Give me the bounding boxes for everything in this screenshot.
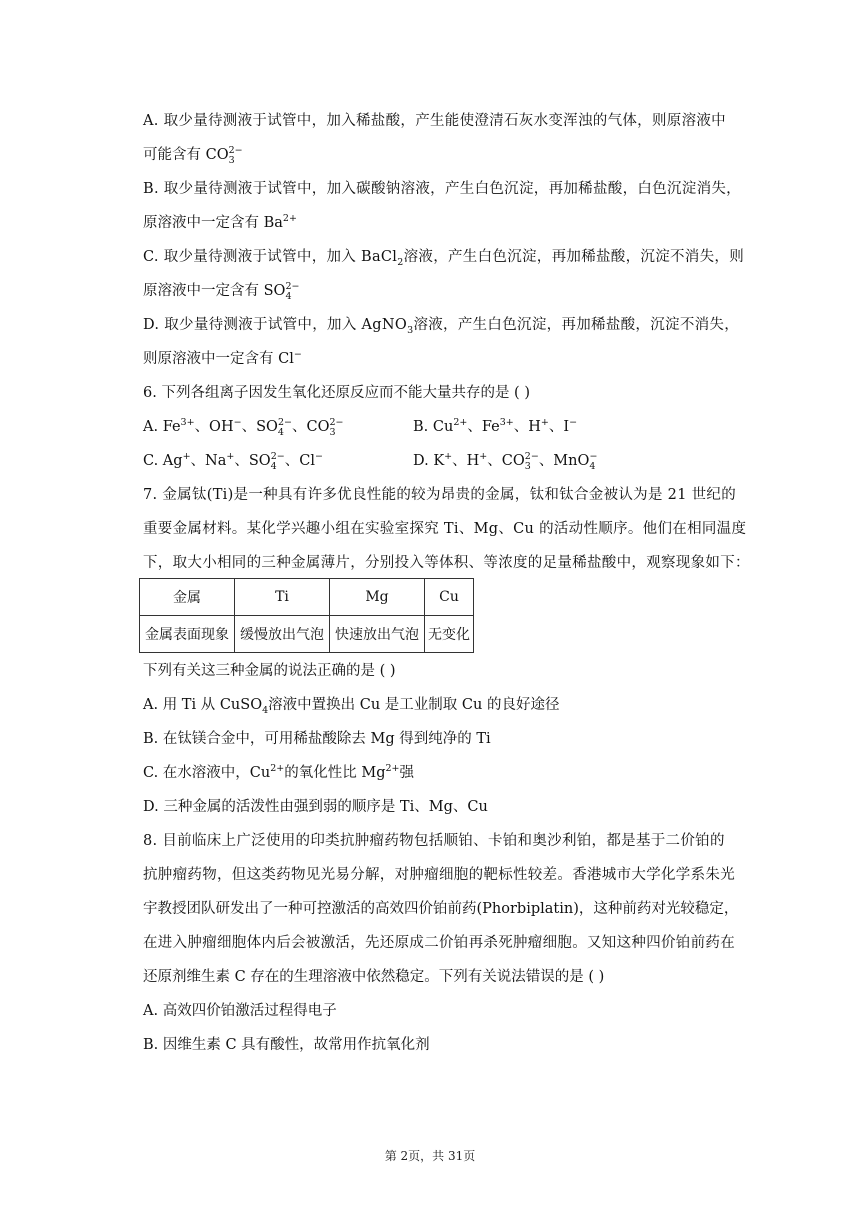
q7-stem-line1: 7. 金属钛(Ti)是一种具有许多优良性能的较为昂贵的金属，钛和钛合金被认为是 21 世纪的 [143, 487, 737, 503]
page-number-footer: 第 2页，共 31页 [384, 1149, 476, 1163]
q6-option-d: D. K+、H+、$CO_3^{2-}$、MnO$_4$− [413, 451, 598, 472]
q6-stem: 6. 下列各组离子因发生氧化还原反应而不能大量共存的是 ( ) [143, 385, 530, 401]
q7-option-c: C. 在水溶液中，$Cu^{2+}$的氧化性比 $Mg^{2+}$强 [143, 763, 415, 781]
q6-option-b: B. $Cu^{2+}$、$Fe^{3+}$、H+、I− [413, 417, 578, 435]
q8-option-a: A. 高效四价铂激活过程得电子 [143, 1003, 337, 1019]
q6-option-a: A. $Fe^{3+}$、OH−、$SO_4^{2-}$、$CO_3^{2-}$ [143, 417, 344, 438]
q8-stem-line5: 还原剂维生素 C 存在的生理溶液中依然稳定。下列有关说法错误的是 ( ) [143, 969, 605, 985]
q5-option-c-line1: C. 取少量待测液于试管中，加入 BaCl$_2$溶液，产生白色沉淀，再加稀盐酸，沉淀不消失，则 [143, 249, 745, 268]
table-cell: 快速放出气泡 [330, 616, 425, 653]
q7-stem-line3: 下，取大小相同的三种金属薄片，分别投入等体积、等浓度的足量稀盐酸中，观察现象如下： [143, 555, 750, 571]
q5-option-b-line2: 原溶液中一定含有 $Ba^{2+}$ [143, 213, 297, 231]
q8-stem-line2: 抗肿瘤药物，但这类药物见光易分解，对肿瘤细胞的靶标性较差。香港城市大学化学系朱光 [143, 867, 735, 883]
q5-option-a-line1: A. 取少量待测液于试管中，加入稀盐酸，产生能使澄清石灰水变浑浊的气体，则原溶液中 [143, 113, 726, 129]
q8-option-b: B. 因维生素 C 具有酸性，故常用作抗氧化剂 [143, 1037, 430, 1053]
table-cell: 金属表面现象 [140, 616, 235, 653]
q5-option-a-line2: 可能含有 $CO_3^{2-}$ [143, 145, 243, 166]
q5-option-d-line2: 则原溶液中一定含有 Cl− [143, 349, 302, 367]
metal-observation-table [139, 578, 474, 653]
q6-option-c: C. Ag+、Na+、$SO_4^{2-}$、Cl− [143, 451, 323, 472]
table-header-cell: Cu [425, 579, 474, 616]
table-header-cell: Mg [330, 579, 425, 616]
q8-stem-line4: 在进入肿瘤细胞体内后会被激活，先还原成二价铂再杀死肿瘤细胞。又知这种四价铂前药在 [143, 935, 735, 951]
q5-option-b-line1: B. 取少量待测液于试管中，加入碳酸钠溶液，产生白色沉淀，再加稀盐酸，白色沉淀消失， [143, 181, 741, 197]
table-header-row [140, 579, 474, 616]
table-header-cell: Ti [235, 579, 330, 616]
table-cell: 缓慢放出气泡 [235, 616, 330, 653]
table-header-cell: 金属 [140, 579, 235, 616]
q7-option-d: D. 三种金属的活泼性由强到弱的顺序是 Ti、Mg、Cu [143, 799, 488, 815]
q7-stem-line2: 重要金属材料。某化学兴趣小组在实验室探究 Ti、Mg、Cu 的活动性顺序。他们在相同温度 [143, 521, 747, 537]
q8-stem-line1: 8. 目前临床上广泛使用的印类抗肿瘤药物包括顺铂、卡铂和奥沙利铂，都是基于二价铂的 [143, 833, 725, 849]
q8-stem-line3: 宇教授团队研发出了一种可控激活的高效四价铂前药(Phorbiplatin)，这种前药对光较稳定， [143, 901, 739, 917]
q7-option-b: B. 在钛镁合金中，可用稀盐酸除去 Mg 得到纯净的 Ti [143, 731, 491, 747]
q7-option-a: A. 用 Ti 从 CuSO$_4$溶液中置换出 Cu 是工业制取 Cu 的良好途径 [143, 697, 560, 716]
q7-question: 下列有关这三种金属的说法正确的是 ( ) [143, 663, 396, 679]
table-row [140, 616, 474, 653]
table-cell: 无变化 [425, 616, 474, 653]
q5-option-d-line1: D. 取少量待测液于试管中，加入 AgNO$_3$溶液，产生白色沉淀，再加稀盐酸，沉淀不消失， [143, 317, 740, 336]
q5-option-c-line2: 原溶液中一定含有 $SO_4^{2-}$ [143, 281, 300, 302]
